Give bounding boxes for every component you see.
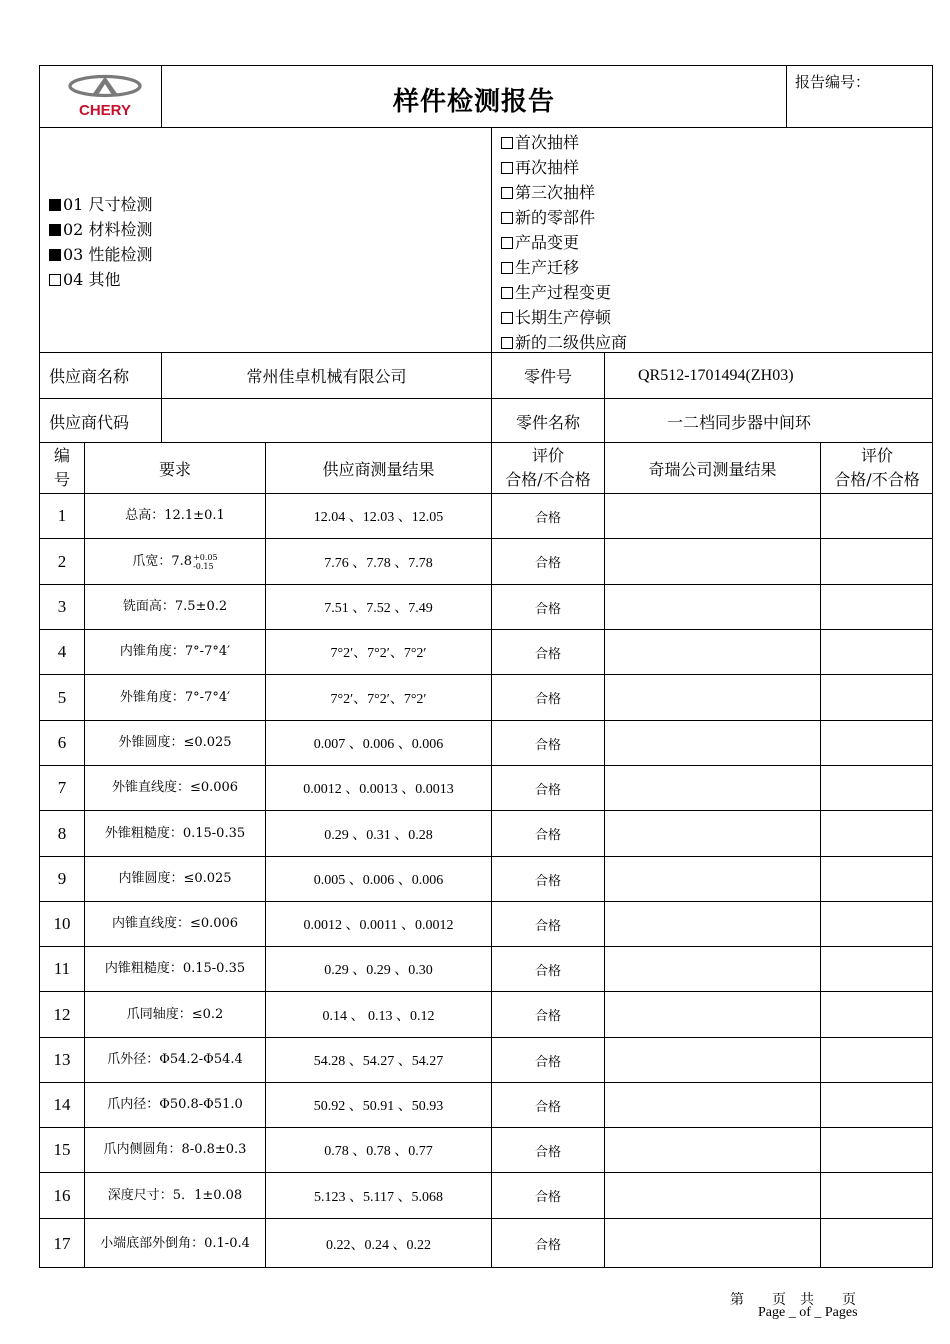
logo-wordmark: CHERY: [79, 102, 131, 119]
col-header-supplier-result: 供应商测量结果: [322, 459, 435, 479]
row-requirement: [85, 630, 265, 674]
unchecked-box-icon[interactable]: [501, 237, 513, 249]
row-requirement: [85, 675, 265, 720]
row-number: 13: [53, 1050, 71, 1069]
row-chery-evaluation: [821, 811, 933, 856]
row-supplier-result: 7°2′、7°2′、7°2′: [330, 691, 427, 707]
sampling-reason-item: [501, 180, 627, 205]
sampling-reason-item: [501, 205, 627, 230]
sampling-reason-label: 生产迁移: [515, 258, 580, 277]
row-supplier-result: 5.123 、5.117 、5.068: [314, 1189, 443, 1205]
row-number: 11: [53, 959, 71, 978]
row-requirement: [85, 1219, 265, 1268]
requirement-text: 爪同轴度：≤0.2: [126, 1006, 224, 1022]
row-number: 5: [57, 687, 67, 707]
unchecked-box-icon[interactable]: [501, 137, 513, 149]
row-supplier-result: 0.005 、0.006 、0.006: [313, 873, 444, 888]
unchecked-box-icon[interactable]: [501, 212, 513, 224]
requirement-text: 外锥直线度：≤0.006: [111, 780, 239, 795]
row-evaluation: 合格: [534, 1054, 561, 1070]
row-requirement: [85, 721, 265, 765]
row-supplier-result: 0.78 、0.78 、0.77: [324, 1144, 433, 1159]
row-supplier-result: 50.92 、50.91 、50.93: [313, 1099, 444, 1114]
row-chery-evaluation: [821, 721, 933, 765]
requirement-text: 爪内径：Φ50.8-Φ51.0: [107, 1097, 243, 1112]
requirement-text: 深度尺寸：5．1±0.08: [107, 1187, 243, 1203]
inspection-type-label: 04 其他: [63, 270, 121, 289]
row-evaluation: 合格: [534, 1238, 561, 1253]
page-count-cn: 第 页 共 页: [730, 1292, 856, 1308]
requirement-text: 内锥粗糙度：0.15-0.35: [104, 961, 246, 976]
row-chery-result: [605, 585, 820, 629]
row-supplier-result: 0.14 、 0.13 、0.12: [322, 1008, 435, 1024]
row-chery-result: [605, 539, 820, 584]
row-chery-evaluation: [821, 494, 933, 538]
row-number: 16: [53, 1185, 71, 1205]
col-header-chery-evaluation-line1: 评价: [860, 446, 893, 465]
row-number: 12: [53, 1004, 71, 1024]
requirement-text: 外锥圆度：≤0.025: [118, 735, 232, 750]
unchecked-box-icon[interactable]: [501, 287, 513, 299]
row-chery-evaluation: [821, 1128, 933, 1172]
requirement-text: 外锥粗糙度：0.15-0.35: [104, 825, 246, 841]
row-chery-result: [605, 857, 820, 901]
row-chery-result: [605, 1173, 820, 1218]
inspection-type-item: [49, 242, 152, 267]
inspection-type-item: [49, 192, 152, 217]
row-requirement: [85, 1083, 265, 1127]
requirement-text: 铣面高：7.5±0.2: [122, 599, 228, 614]
unchecked-box-icon[interactable]: [501, 312, 513, 324]
col-header-evaluation-line2: 合格/不合格: [505, 470, 591, 489]
row-chery-evaluation: [821, 857, 933, 901]
row-number: 1: [57, 506, 67, 525]
row-chery-result: [605, 1038, 820, 1082]
inspection-type-label: 03 性能检测: [63, 245, 153, 264]
row-requirement: [85, 1128, 265, 1172]
sampling-reason-label: 长期生产停顿: [515, 308, 612, 327]
row-chery-evaluation: [821, 1083, 933, 1127]
supplier-name-label: 供应商名称: [49, 367, 130, 386]
row-evaluation: 合格: [534, 601, 561, 617]
row-evaluation: 合格: [534, 556, 561, 571]
row-evaluation: 合格: [534, 1099, 561, 1115]
sampling-reason-label: 产品变更: [515, 233, 580, 252]
row-chery-evaluation: [821, 1038, 933, 1082]
row-chery-result: [605, 1083, 820, 1127]
checked-box-icon[interactable]: [49, 224, 61, 236]
row-number: 17: [53, 1233, 71, 1253]
unchecked-box-icon[interactable]: [49, 274, 61, 286]
row-number: 15: [53, 1140, 71, 1159]
col-header-chery-evaluation: [821, 443, 933, 493]
row-requirement: [85, 766, 265, 810]
row-requirement: [85, 947, 265, 991]
row-evaluation: 合格: [534, 692, 561, 707]
sampling-reason-item: [501, 130, 627, 155]
part-name-value: 一二档同步器中间环: [666, 412, 811, 432]
sampling-reason-label: 生产过程变更: [515, 283, 612, 302]
report-number-label: 报告编号：: [795, 73, 871, 91]
row-chery-evaluation: [821, 766, 933, 810]
col-header-requirement: 要求: [158, 459, 191, 479]
row-number: 14: [53, 1095, 71, 1114]
row-supplier-result: 7.51 、7.52 、7.49: [324, 601, 433, 616]
row-supplier-result: 0.22、0.24 、0.22: [326, 1237, 431, 1253]
chery-emblem-icon: [58, 74, 154, 120]
chery-logo: [58, 74, 154, 120]
row-chery-evaluation: [821, 675, 933, 720]
row-chery-evaluation: [821, 585, 933, 629]
col-header-number: [40, 443, 84, 493]
row-number: 8: [57, 823, 67, 843]
requirement-text: 总高：12.1±0.1: [125, 508, 225, 523]
row-chery-result: [605, 630, 820, 674]
sampling-reason-label: 第三次抽样: [515, 183, 596, 202]
row-chery-evaluation: [821, 902, 933, 946]
row-requirement: [85, 992, 265, 1037]
row-requirement: [85, 1038, 265, 1082]
row-supplier-result: 12.04 、12.03 、12.05: [313, 510, 444, 525]
tolerance: [193, 553, 218, 571]
requirement-text: 爪宽：7.8: [132, 553, 193, 569]
sampling-reason-list: [501, 130, 627, 355]
row-chery-evaluation: [821, 539, 933, 584]
unchecked-box-icon[interactable]: [501, 262, 513, 274]
report-title: 样件检测报告: [392, 86, 555, 117]
row-requirement: [85, 857, 265, 901]
sampling-reason-item: [501, 305, 627, 330]
requirement-text: 外锥角度：7°-7°4′: [119, 689, 231, 705]
inspection-type-list: [49, 192, 152, 292]
tolerance-upper: +0.05: [193, 552, 218, 562]
row-number: 4: [57, 642, 67, 661]
checkbox-section: [39, 127, 933, 353]
row-supplier-result: 0.007 、0.006 、0.006: [313, 737, 444, 752]
requirement-text: 爪外径：Φ54.2-Φ54.4: [107, 1052, 243, 1067]
row-requirement: [85, 539, 265, 584]
requirement-text: 小端底部外倒角：0.1-0.4: [100, 1235, 250, 1251]
sampling-reason-item: [501, 280, 627, 305]
requirement-text: 爪内侧圆角：8-0.8±0.3: [103, 1142, 247, 1157]
row-evaluation: 合格: [534, 1190, 561, 1205]
row-chery-evaluation: [821, 1173, 933, 1218]
col-header-number-line1: 编: [53, 446, 70, 465]
page-count-en: Page _ of _ Pages: [758, 1305, 858, 1320]
row-requirement: [85, 1173, 265, 1218]
row-chery-result: [605, 902, 820, 946]
inspection-type-item: [49, 267, 152, 292]
row-supplier-result: 54.28 、54.27 、54.27: [313, 1054, 444, 1069]
part-number-value: QR512-1701494(ZH03): [638, 366, 794, 384]
checked-box-icon[interactable]: [49, 249, 61, 261]
row-evaluation: 合格: [534, 510, 561, 526]
row-chery-result: [605, 1219, 820, 1268]
tolerance-lower: -0.15: [193, 561, 214, 571]
row-chery-result: [605, 1128, 820, 1172]
sampling-reason-item: [501, 255, 627, 280]
row-chery-result: [605, 811, 820, 856]
unchecked-box-icon[interactable]: [501, 337, 513, 349]
row-chery-evaluation: [821, 630, 933, 674]
row-requirement: [85, 902, 265, 946]
row-chery-result: [605, 721, 820, 765]
row-chery-result: [605, 766, 820, 810]
row-supplier-result: 0.0012 、0.0011 、0.0012: [303, 918, 454, 933]
row-requirement: [85, 494, 265, 538]
row-evaluation: 合格: [534, 782, 561, 798]
row-number: 9: [57, 869, 67, 888]
row-supplier-result: 0.29 、0.31 、0.28: [324, 827, 433, 843]
row-evaluation: 合格: [534, 1009, 561, 1024]
sampling-reason-item: [501, 155, 627, 180]
row-number: 10: [53, 914, 71, 933]
supplier-name-value: 常州佳卓机械有限公司: [246, 367, 407, 386]
row-chery-result: [605, 494, 820, 538]
col-header-number-line2: 号: [53, 470, 70, 489]
col-header-evaluation: [492, 443, 604, 493]
unchecked-box-icon[interactable]: [501, 187, 513, 199]
part-name-label: 零件名称: [515, 412, 580, 432]
row-number: 6: [57, 733, 67, 752]
row-supplier-result: 0.29 、0.29 、0.30: [324, 963, 433, 978]
requirement-text: 内锥圆度：≤0.025: [118, 871, 232, 886]
sampling-reason-label: 新的零部件: [515, 208, 596, 227]
supplier-code-label: 供应商代码: [49, 412, 130, 432]
row-chery-evaluation: [821, 1219, 933, 1268]
row-supplier-result: 7°2′、7°2′、7°2′: [330, 646, 427, 661]
row-chery-evaluation: [821, 947, 933, 991]
checked-box-icon[interactable]: [49, 199, 61, 211]
row-evaluation: 合格: [534, 873, 561, 889]
col-header-chery-evaluation-line2: 合格/不合格: [834, 470, 920, 489]
unchecked-box-icon[interactable]: [501, 162, 513, 174]
row-chery-result: [605, 675, 820, 720]
row-evaluation: 合格: [534, 963, 561, 979]
row-number: 2: [57, 551, 67, 571]
sampling-reason-label: 新的二级供应商: [515, 333, 628, 352]
sampling-reason-label: 首次抽样: [515, 133, 580, 152]
row-number: 3: [57, 597, 67, 616]
inspection-type-label: 01 尺寸检测: [63, 195, 153, 214]
row-supplier-result: 0.0012 、0.0013 、0.0013: [303, 782, 454, 797]
row-evaluation: 合格: [534, 646, 561, 662]
row-evaluation: 合格: [534, 737, 561, 753]
col-header-chery-result: 奇瑞公司测量结果: [648, 459, 777, 479]
row-evaluation: 合格: [534, 828, 561, 843]
col-header-evaluation-line1: 评价: [531, 446, 564, 465]
requirement-text: 内锥直线度：≤0.006: [111, 916, 239, 931]
inspection-type-item: [49, 217, 152, 242]
row-requirement: [85, 811, 265, 856]
requirement-text: 内锥角度：7°-7°4′: [119, 644, 231, 659]
row-chery-result: [605, 947, 820, 991]
inspection-type-label: 02 材料检测: [63, 220, 153, 239]
supplier-code-value: [162, 399, 491, 443]
row-evaluation: 合格: [534, 918, 561, 934]
row-chery-result: [605, 992, 820, 1037]
row-supplier-result: 7.76 、7.78 、7.78: [324, 555, 433, 571]
row-number: 7: [57, 778, 67, 797]
row-requirement: [85, 585, 265, 629]
row-chery-evaluation: [821, 992, 933, 1037]
row-evaluation: 合格: [534, 1144, 561, 1160]
part-number-label: 零件号: [523, 367, 572, 386]
sampling-reason-label: 再次抽样: [515, 158, 580, 177]
sampling-reason-item: [501, 230, 627, 255]
